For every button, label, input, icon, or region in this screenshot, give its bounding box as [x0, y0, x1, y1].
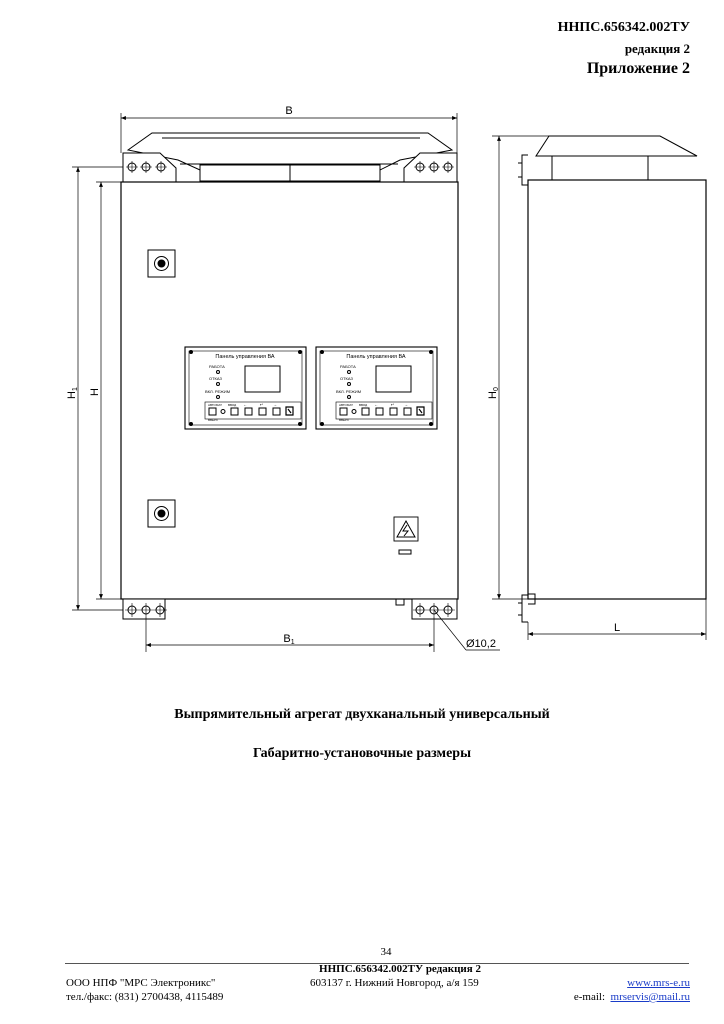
dim-label-B: B	[285, 105, 293, 117]
panel-2-key-right: →	[404, 402, 408, 407]
control-panel-2	[316, 347, 437, 429]
figure-title: Выпрямительный агрегат двухканальный универсальный	[174, 707, 550, 722]
revision-label: редакция 2	[624, 41, 690, 56]
dim-label-B1: B1	[283, 633, 295, 646]
side-cabinet-body	[528, 180, 706, 599]
page-number: 34	[380, 946, 392, 958]
panel-1-label-mode: ВКЛ. РЕЖИМ	[205, 389, 231, 394]
figure-subtitle: Габаритно-установочные размеры	[252, 746, 472, 761]
panel-2-title: Панель управления ВА	[346, 354, 406, 360]
panel-2-label-up: ВВЕРХ	[339, 418, 349, 422]
panel-1-key-right: →	[273, 402, 277, 407]
front-view	[121, 133, 458, 619]
bottom-right-bracket	[396, 599, 457, 619]
panel-1-key-enter: ВВОД	[228, 403, 237, 407]
panel-1-key-left: ←	[243, 402, 247, 407]
dim-label-H0: H0	[487, 387, 500, 399]
footer-website-link[interactable]: www.mrs-e.ru	[627, 977, 690, 989]
panel-2-key-left: ←	[374, 402, 378, 407]
panel-2-key-enter: ВВОД	[359, 403, 368, 407]
lifting-handle	[128, 133, 452, 181]
dim-label-L: L	[613, 622, 621, 634]
panel-2-label-fault: ОТКАЗ	[340, 376, 353, 381]
panel-2-label-auto: АВТОМАТ	[339, 403, 353, 407]
panel-1-label-auto: АВТОМАТ	[208, 403, 222, 407]
footer-email-link[interactable]: mrservis@mail.ru	[610, 991, 690, 1003]
footer-company: ООО НПФ "МРС Электроникс"	[66, 977, 216, 989]
doc-code: ННПС.656342.002ТУ	[557, 20, 690, 35]
control-panel-1	[185, 347, 306, 429]
panel-1-title: Панель управления ВА	[215, 354, 275, 360]
panel-2-label-work: РАБОТА	[340, 364, 356, 369]
side-top-mount	[518, 155, 528, 185]
footer-email	[574, 991, 690, 1003]
footer-phone: тел./факс: (831) 2700438, 4115489	[66, 991, 224, 1003]
panel-1-key-return: ↵	[260, 402, 264, 407]
side-handle	[536, 136, 697, 156]
footer-email-label: e-mail:	[573, 991, 606, 1003]
panel-1-label-fault: ОТКАЗ	[209, 376, 222, 381]
panel-1-label-work: РАБОТА	[209, 364, 225, 369]
footer-address: 603137 г. Нижний Новгород, а/я 159	[310, 977, 479, 989]
panel-1-label-up: ВВЕРХ	[208, 418, 218, 422]
dim-label-H: H	[89, 388, 101, 396]
panel-2-label-mode: ВКЛ. РЕЖИМ	[336, 389, 362, 394]
appendix-title: Приложение 2	[586, 60, 690, 77]
bottom-left-bracket	[123, 599, 167, 619]
hole-diameter-label: Ø10,2	[466, 638, 496, 650]
dim-label-H1: H1	[66, 387, 79, 399]
side-view	[518, 136, 706, 622]
footer-doc-line: ННПС.656342.002ТУ редакция 2	[319, 963, 481, 975]
panel-2-key-return: ↵	[391, 402, 395, 407]
